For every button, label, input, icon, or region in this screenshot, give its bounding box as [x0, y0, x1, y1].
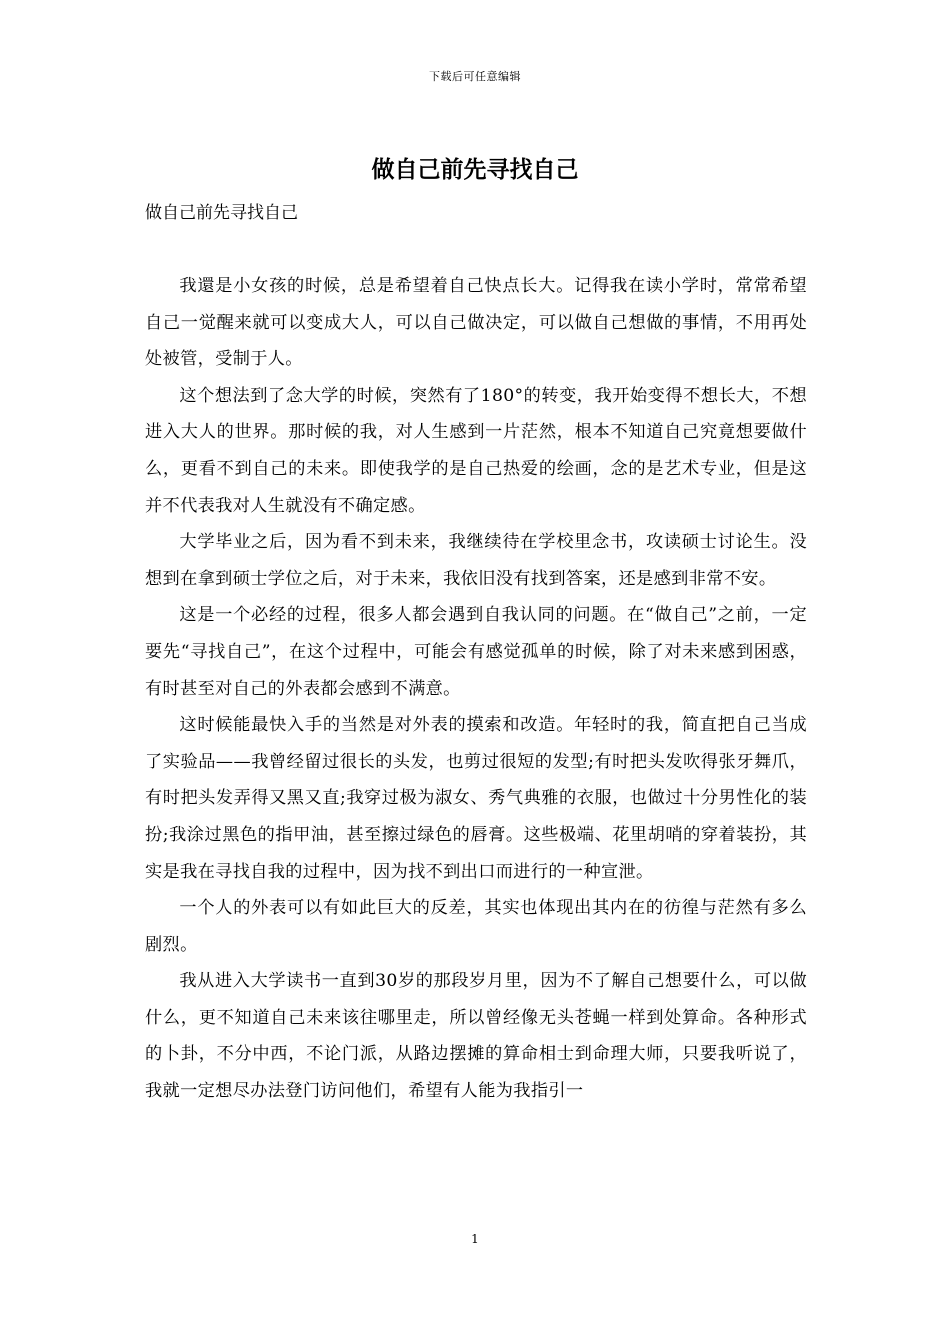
paragraph: 这时候能最快入手的当然是对外表的摸索和改造。年轻时的我，简直把自己当成了实验品——我曾经留过很长的头发，也剪过很短的发型;有时把头发吹得张牙舞爪，有时把头发弄得又黑又直;我穿过极为淑女、秀气典雅的衣服，也做过十分男性化的装扮;我涂过黑色的指甲油，甚至擦过绿色的唇膏。这些极端、花里胡哨的穿着装扮，其实是我在寻找自我的过程中，因为找不到出口而进行的一种宣泄。: [145, 715, 807, 882]
paragraph: 一个人的外表可以有如此巨大的反差，其实也体现出其内在的彷徨与茫然有多么剧烈。: [145, 898, 807, 955]
page-number: 1: [471, 1232, 479, 1246]
paragraph: 大学毕业之后，因为看不到未来，我继续待在学校里念书，攻读硕士讨论生。没想到在拿到硕士学位之后，对于未来，我依旧没有找到答案，还是感到非常不安。: [145, 532, 807, 589]
body-text: [145, 268, 807, 1110]
paragraph: 这是一个必经的过程，很多人都会遇到自我认同的问题。在“做自己”之前，一定要先“寻找自己”，在这个过程中，可能会有感觉孤单的时候，除了对未来感到困惑，有时甚至对自己的外表都会感到不满意。: [145, 605, 807, 699]
header-note: 下载后可任意编辑: [429, 70, 521, 83]
paragraph: 我从进入大学读书一直到30岁的那段岁月里，因为不了解自己想要什么，可以做什么，更不知道自己未来该往哪里走，所以曾经像无头苍蝇一样到处算命。各种形式的卜卦，不分中西，不论门派，从路边摆摊的算命相士到命理大师，只要我听说了，我就一定想尽办法登门访问他们，希望有人能为我指引一: [145, 971, 807, 1102]
document-title: 做自己前先寻找自己: [371, 156, 579, 183]
paragraph: 这个想法到了念大学的时候，突然有了180°的转变，我开始变得不想长大，不想进入大人的世界。那时候的我，对人生感到一片茫然，根本不知道自己究竟想要做什么，更看不到自己的未来。即使我学的是自己热爱的绘画，念的是艺术专业，但是这并不代表我对人生就没有不确定感。: [145, 385, 807, 516]
paragraph: 我還是小女孩的时候，总是希望着自己快点长大。记得我在读小学时，常常希望自己一觉醒来就可以变成大人，可以自己做决定，可以做自己想做的事情，不用再处处被管，受制于人。: [145, 276, 807, 370]
document-subtitle: 做自己前先寻找自己: [145, 203, 298, 223]
